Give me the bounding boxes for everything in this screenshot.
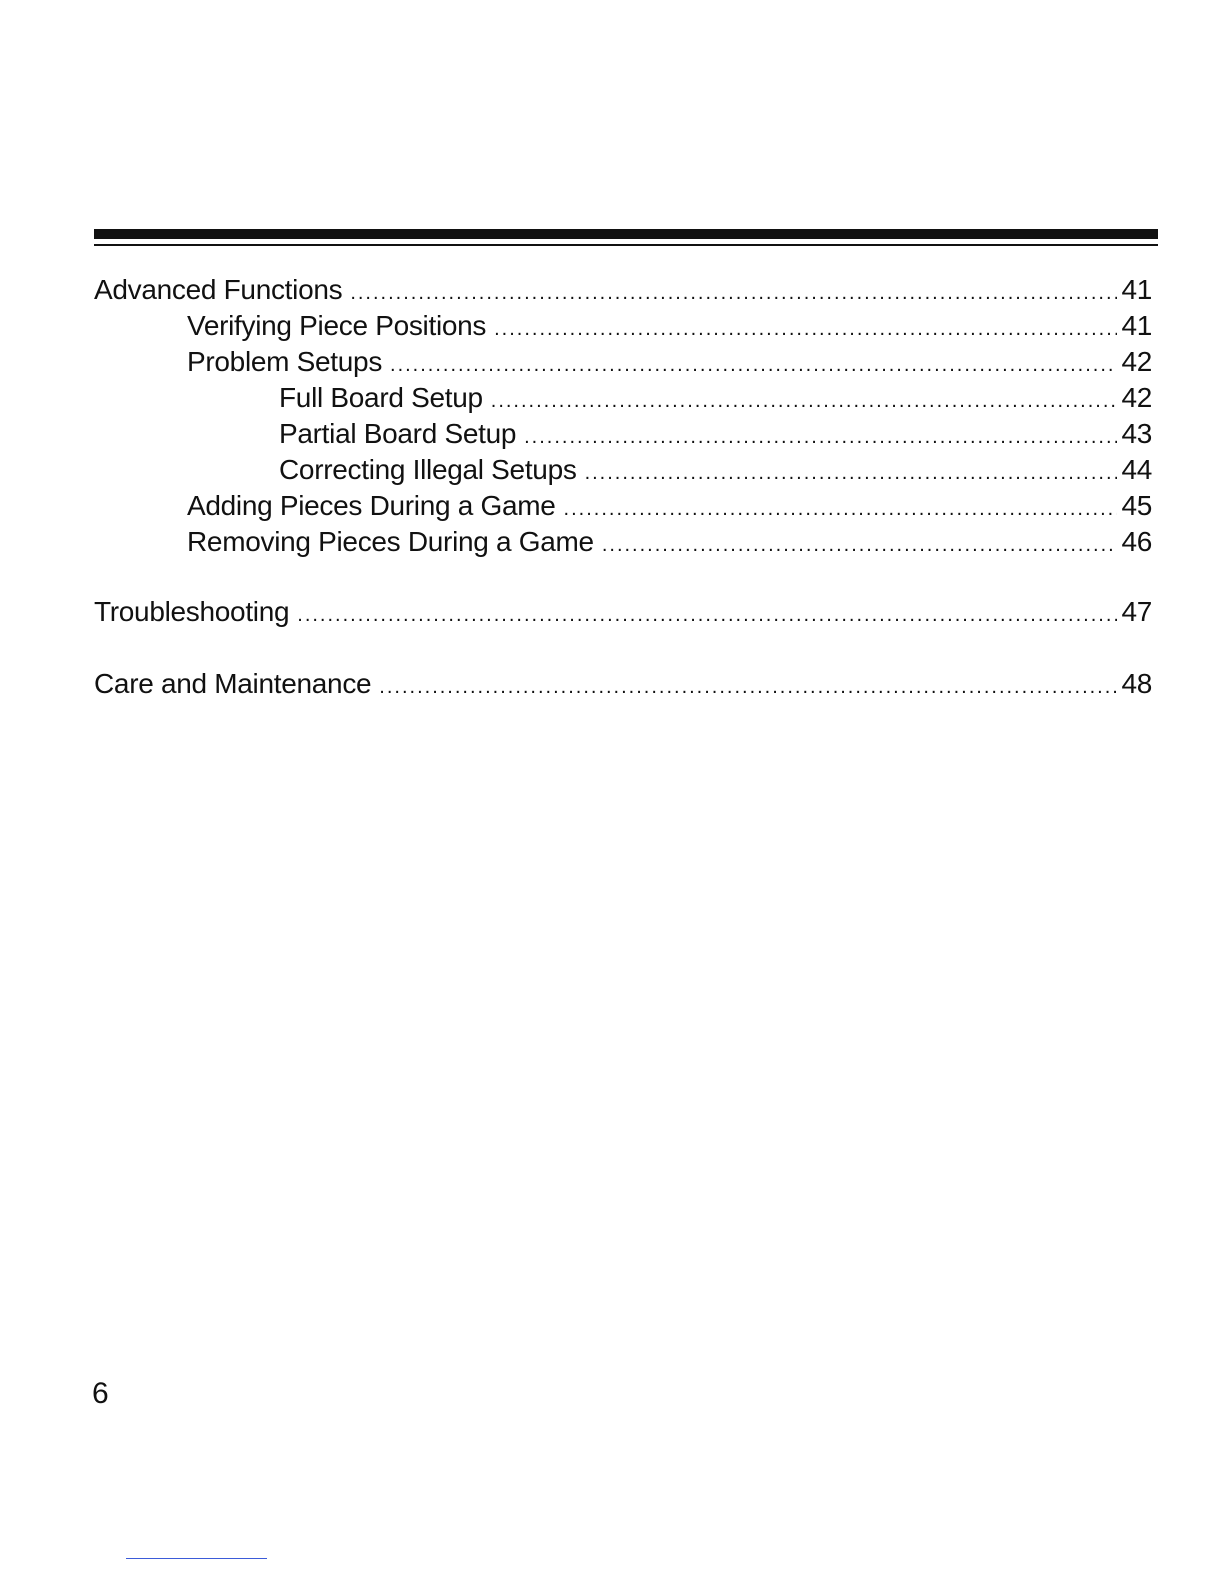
toc-entry-title: Adding Pieces During a Game [187, 490, 556, 521]
toc-entry-adding-pieces[interactable] [187, 489, 1152, 523]
dot-leader [297, 598, 1117, 632]
dot-leader [379, 670, 1117, 704]
toc-entry-full-board-setup[interactable] [279, 381, 1152, 415]
dot-leader [564, 492, 1118, 526]
toc-entry-page: 41 [1121, 310, 1152, 341]
toc-entry-title: Partial Board Setup [279, 418, 517, 449]
toc-entry-correcting-illegal-setups[interactable] [279, 453, 1152, 487]
toc-entry-page: 42 [1121, 346, 1152, 377]
dot-leader [585, 456, 1118, 490]
toc-entry-title: Problem Setups [187, 346, 383, 377]
dot-leader [524, 420, 1117, 454]
dot-leader [602, 528, 1118, 562]
toc-entry-troubleshooting[interactable] [94, 595, 1152, 629]
dot-leader [494, 312, 1117, 346]
toc-entry-page: 44 [1121, 454, 1152, 485]
toc-entry-title: Verifying Piece Positions [187, 310, 487, 341]
dot-leader [350, 276, 1117, 310]
page-number: 6 [92, 1377, 109, 1410]
dot-leader [491, 384, 1118, 418]
toc-entry-page: 46 [1121, 526, 1152, 557]
toc-entry-title: Troubleshooting [94, 596, 290, 627]
toc-entry-title: Removing Pieces During a Game [187, 526, 594, 557]
toc-entry-care-and-maintenance[interactable] [94, 667, 1152, 701]
toc-entry-title: Correcting Illegal Setups [279, 454, 577, 485]
toc-entry-title: Advanced Functions [94, 274, 343, 305]
toc-entry-page: 41 [1121, 274, 1152, 305]
toc-entry-page: 42 [1121, 382, 1152, 413]
toc-entry-verifying-piece-positions[interactable] [187, 309, 1152, 343]
toc-entry-page: 48 [1121, 668, 1152, 699]
toc-entry-page: 47 [1121, 596, 1152, 627]
toc-entry-partial-board-setup[interactable] [279, 417, 1152, 451]
toc-entry-removing-pieces[interactable] [187, 525, 1152, 559]
toc-entry-advanced-functions[interactable] [94, 273, 1152, 307]
toc-entry-problem-setups[interactable] [187, 345, 1152, 379]
dot-leader [390, 348, 1117, 382]
footer-line [126, 1558, 267, 1559]
toc-entry-title: Full Board Setup [279, 382, 483, 413]
toc-entry-page: 45 [1121, 490, 1152, 521]
toc-entry-title: Care and Maintenance [94, 668, 372, 699]
toc-entry-page: 43 [1121, 418, 1152, 449]
